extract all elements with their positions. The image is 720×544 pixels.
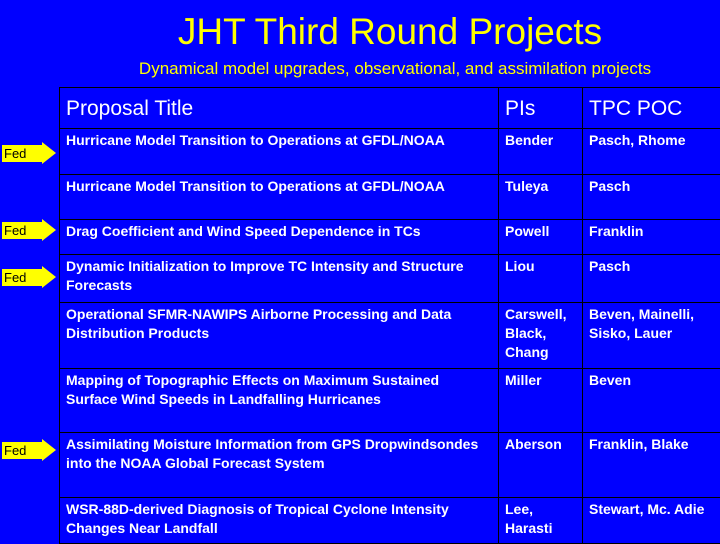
proposal-title-cell: Hurricane Model Transition to Operations at GFDL/NOAA bbox=[60, 175, 499, 220]
pis-cell: Liou bbox=[499, 255, 583, 303]
table-row bbox=[60, 498, 720, 544]
pis-cell: Tuleya bbox=[499, 175, 583, 220]
tpc-poc-cell: Pasch, Rhome bbox=[583, 129, 720, 175]
pis-cell: Carswell, Black, Chang bbox=[499, 303, 583, 369]
proposal-title-cell: Hurricane Model Transition to Operations at GFDL/NOAA bbox=[60, 129, 499, 175]
proposal-title-cell: Mapping of Topographic Effects on Maximum Sustained Surface Wind Speeds in Landfalling Hurricanes bbox=[60, 369, 499, 433]
pis-cell: Lee, Harasti bbox=[499, 498, 583, 544]
proposal-title-cell: WSR-88D-derived Diagnosis of Tropical Cyclone Intensity Changes Near Landfall bbox=[60, 498, 499, 544]
proposal-title-cell: Operational SFMR-NAWIPS Airborne Processing and Data Distribution Products bbox=[60, 303, 499, 369]
tpc-poc-cell: Stewart, Mc. Adie bbox=[583, 498, 720, 544]
fed-tag: Fed bbox=[2, 442, 42, 459]
table-row bbox=[60, 175, 720, 220]
fed-tag: Fed bbox=[2, 145, 42, 162]
tpc-poc-cell: Franklin, Blake bbox=[583, 433, 720, 498]
proposal-title-cell: Assimilating Moisture Information from GPS Dropwindsondes into the NOAA Global Forecast System bbox=[60, 433, 499, 498]
projects-table bbox=[59, 87, 720, 544]
proposal-title-cell: Drag Coefficient and Wind Speed Dependence in TCs bbox=[60, 220, 499, 255]
table-row bbox=[60, 129, 720, 175]
tpc-poc-cell: Beven, Mainelli, Sisko, Lauer bbox=[583, 303, 720, 369]
header-tpc-poc: TPC POC bbox=[583, 88, 720, 129]
table-row bbox=[60, 255, 720, 303]
table-row bbox=[60, 303, 720, 369]
pis-cell: Miller bbox=[499, 369, 583, 433]
slide-title: JHT Third Round Projects bbox=[0, 10, 720, 54]
pis-cell: Bender bbox=[499, 129, 583, 175]
header-row bbox=[60, 88, 720, 129]
table-row bbox=[60, 433, 720, 498]
pis-cell: Aberson bbox=[499, 433, 583, 498]
tpc-poc-cell: Beven bbox=[583, 369, 720, 433]
fed-tag: Fed bbox=[2, 222, 42, 239]
table-row bbox=[60, 220, 720, 255]
slide-subtitle: Dynamical model upgrades, observational, and assimilation projects bbox=[0, 58, 720, 80]
tpc-poc-cell: Franklin bbox=[583, 220, 720, 255]
table-row bbox=[60, 369, 720, 433]
header-proposal-title: Proposal Title bbox=[60, 88, 499, 129]
tpc-poc-cell: Pasch bbox=[583, 175, 720, 220]
pis-cell: Powell bbox=[499, 220, 583, 255]
header-pis: PIs bbox=[499, 88, 583, 129]
tpc-poc-cell: Pasch bbox=[583, 255, 720, 303]
proposal-title-cell: Dynamic Initialization to Improve TC Intensity and Structure Forecasts bbox=[60, 255, 499, 303]
fed-tag: Fed bbox=[2, 269, 42, 286]
